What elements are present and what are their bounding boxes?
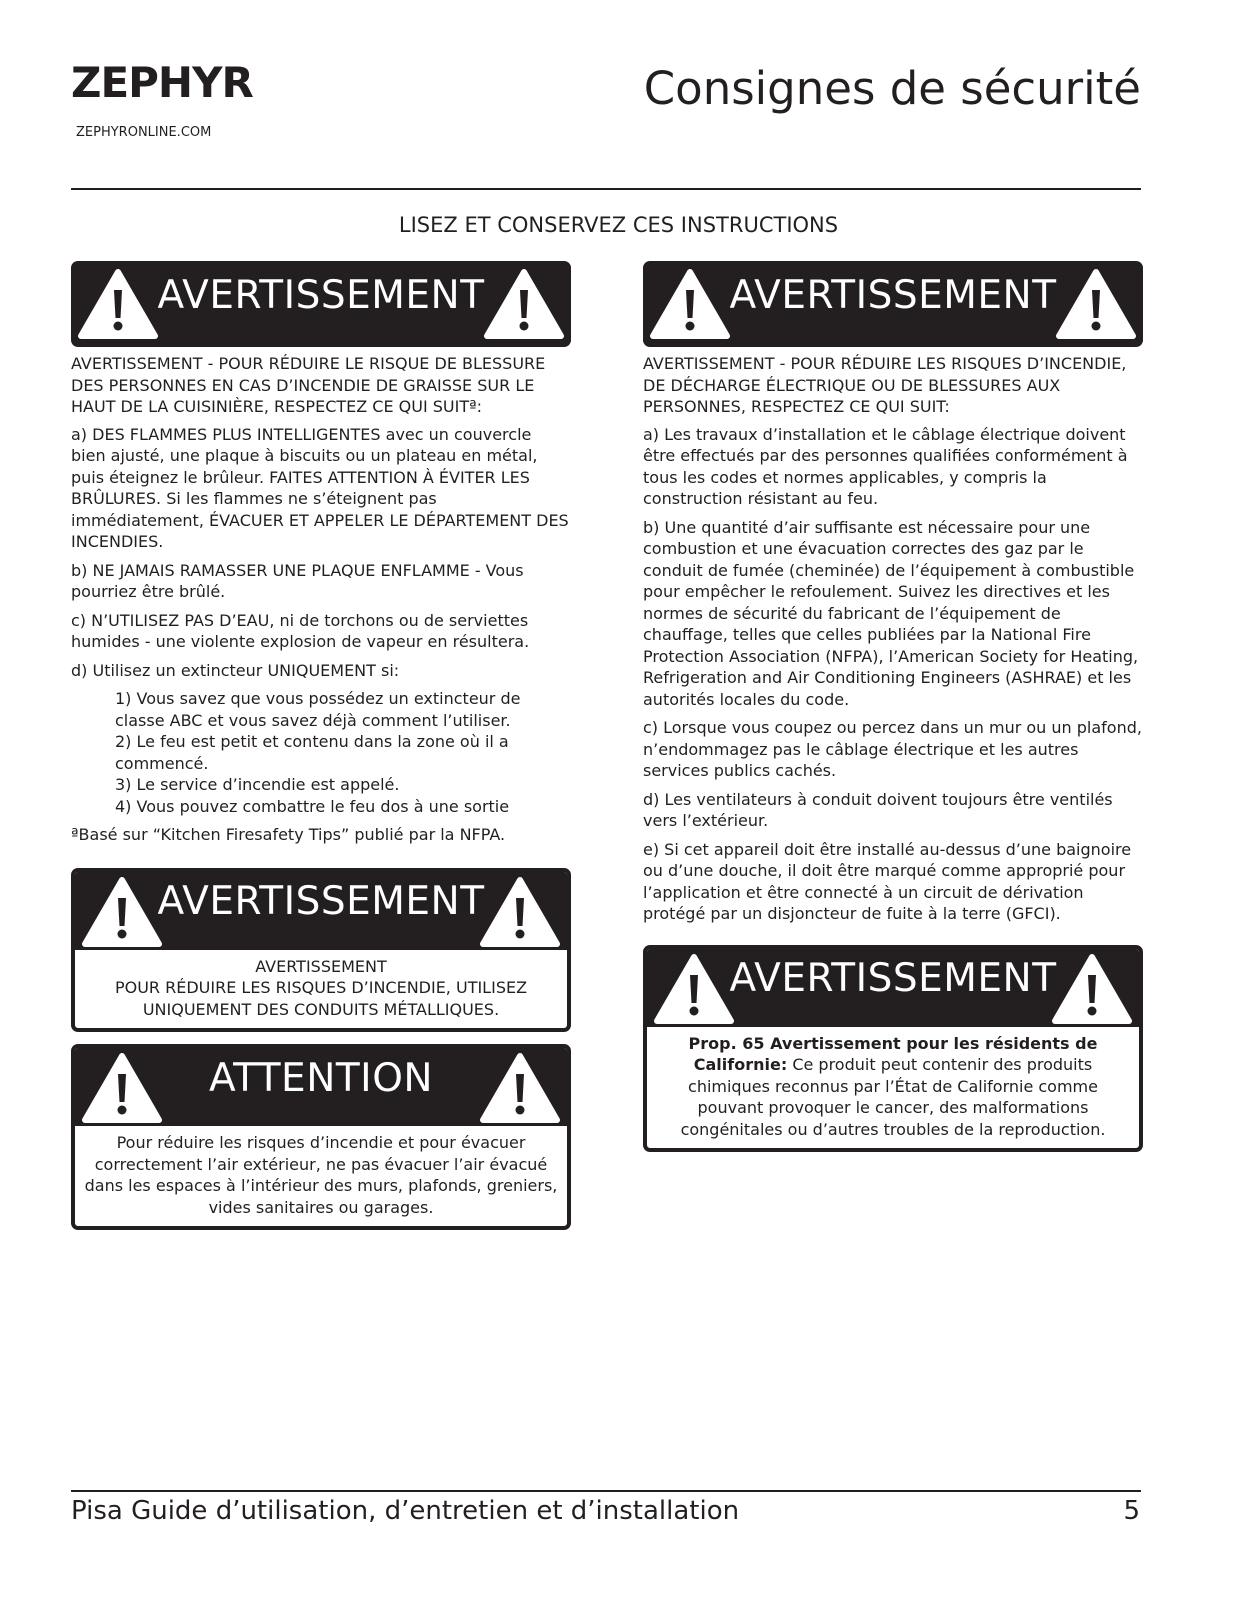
page-title: Consignes de sécurité [643,62,1141,115]
banner-label: AVERTISSEMENT [157,879,485,924]
banner-label: ATTENTION [208,1055,434,1101]
warning-triangle-icon [479,876,561,948]
warning-triangle-icon [1055,268,1137,340]
caution-box-body: Pour réduire les risques d’incendie et pour évacuer correctement l’air extérieur, ne pas évacuer l’air évacué dans les espaces à l’intérieur des murs, plafonds, greniers, vides sanitaires ou garages. [84,1133,558,1217]
footer-title: Pisa Guide d’utilisation, d’entretien et d’installation [71,1496,740,1526]
metal-duct-warning-box [71,868,571,1033]
footer-divider [71,1490,1141,1492]
banner-label: AVERTISSEMENT [157,272,485,318]
warning-box-text: POUR RÉDUIRE LES RISQUES D’INCENDIE, UTILISEZ UNIQUEMENT DES CONDUITS MÉTALLIQUES. [114,978,528,1019]
prop65-text [647,1027,1139,1149]
warning-banner [643,261,1143,347]
warning-triangle-icon [649,268,731,340]
warning-banner [71,261,571,347]
header-divider [71,188,1141,190]
list-item: a) DES FLAMMES PLUS INTELLIGENTES avec un couvercle bien ajusté, une plaque à biscuits ou un plateau en métal, puis éteignez le brûleur. FAITES ATTENTION À ÉVITER LES BRÛLURES. Si les flammes ne s’éteignent pas immédiatement, ÉVACUER ET APPELER LE DÉPARTEMENT DES INCENDIES. [71,424,569,551]
prop65-body: Ce produit peut contenir des produits chimiques reconnus par l’État de Californie comme pouvant provoquer le cancer, des malformations congénitales ou d’autres troubles de la reproduction. [680,1055,1106,1139]
warning-triangle-icon [479,1052,561,1124]
warning-box-heading: AVERTISSEMENT [255,956,387,976]
banner-label: AVERTISSEMENT [729,272,1057,318]
caution-banner [75,1048,567,1126]
left-column [71,261,571,1230]
list-item: a) Les travaux d’installation et le câblage électrique doivent être effectués par des personnes qualifiées conformément à tous les codes et normes applicables, y compris la construction résistant au feu. [643,424,1128,508]
warning-intro: AVERTISSEMENT - POUR RÉDUIRE LES RISQUES D’INCENDIE, DE DÉCHARGE ÉLECTRIQUE OU DE BLESSURES AUX PERSONNES, RESPECTEZ CE QUI SUIT: [643,354,1127,416]
right-column [643,261,1143,1152]
prop65-lead: Prop. 65 Avertissement pour les résidents de Californie: [688,1033,1098,1074]
prop65-warning-box [643,945,1143,1153]
list-item: c) N’UTILISEZ PAS D’EAU, ni de torchons ou de serviettes humides - une violente explosion de vapeur en résultera. [71,610,530,651]
footnote: ªBasé sur “Kitchen Firesafety Tips” publié par la NFPA. [71,825,506,844]
sub-list-item: 4) Vous pouvez combattre le feu dos à une sortie [115,796,510,816]
brand-logo: ZEPHYR [71,58,253,107]
banner-label: AVERTISSEMENT [729,956,1057,1001]
list-item: e) Si cet appareil doit être installé au-dessus d’une baignoire ou d’une douche, il doit être marqué comme approprié pour l’application et être connecté à un circuit de dérivation protégé par un disjoncteur de fuite à la terre (GFCI). [643,839,1132,923]
warning-triangle-icon [483,268,565,340]
warning-triangle-icon [77,268,159,340]
warning-triangle-icon [81,876,163,948]
sub-list-item: 1) Vous savez que vous possédez un extincteur de classe ABC et vous savez déjà comment l’utiliser. [115,689,521,730]
warning-box-body [75,950,567,1029]
warning-triangle-icon [81,1052,163,1124]
list-item: b) Une quantité d’air suffisante est nécessaire pour une combustion et une évacuation correctes des gaz par le conduit de fumée (cheminée) de l’équipement à combustible pour empêcher le refoulement. Suivez les directives et les normes de sécurité du fabricant de l’équipement de chauffage, telles que celles publiées par la National Fire Protection Association (NFPA), l’American Society for Heating, Refrigeration and Air Conditioning Engineers (ASHRAE) et les autorités locales du code. [643,517,1139,709]
section-subheading: LISEZ ET CONSERVEZ CES INSTRUCTIONS [398,213,839,237]
warning-banner [647,949,1139,1027]
list-item: d) Les ventilateurs à conduit doivent toujours être ventilés vers l’extérieur. [643,789,1113,830]
caution-box [71,1044,571,1230]
list-item: c) Lorsque vous coupez ou percez dans un mur ou un plafond, n’endommagez pas le câblage électrique et les autres services publics cachés. [643,718,1142,780]
warning-triangle-icon [653,953,735,1025]
warning-banner [75,872,567,950]
sub-list-item: 2) Le feu est petit et contenu dans la zone où il a commencé. [115,732,509,773]
list-item: d) Utilisez un extincteur UNIQUEMENT si: [71,660,400,680]
warning-triangle-icon [1051,953,1133,1025]
page-number: 5 [1123,1496,1140,1526]
sub-list [71,688,571,817]
website-url: ZEPHYRONLINE.COM [76,125,212,140]
warning-intro: AVERTISSEMENT - POUR RÉDUIRE LE RISQUE DE BLESSURE DES PERSONNES EN CAS D’INCENDIE DE GRAISSE SUR LE HAUT DE LA CUISINIÈRE, RESPECTEZ CE QUI SUITª: [71,354,546,416]
sub-list-item: 3) Le service d’incendie est appelé. [115,775,400,794]
list-item: b) NE JAMAIS RAMASSER UNE PLAQUE ENFLAMME - Vous pourriez être brûlé. [71,560,524,601]
